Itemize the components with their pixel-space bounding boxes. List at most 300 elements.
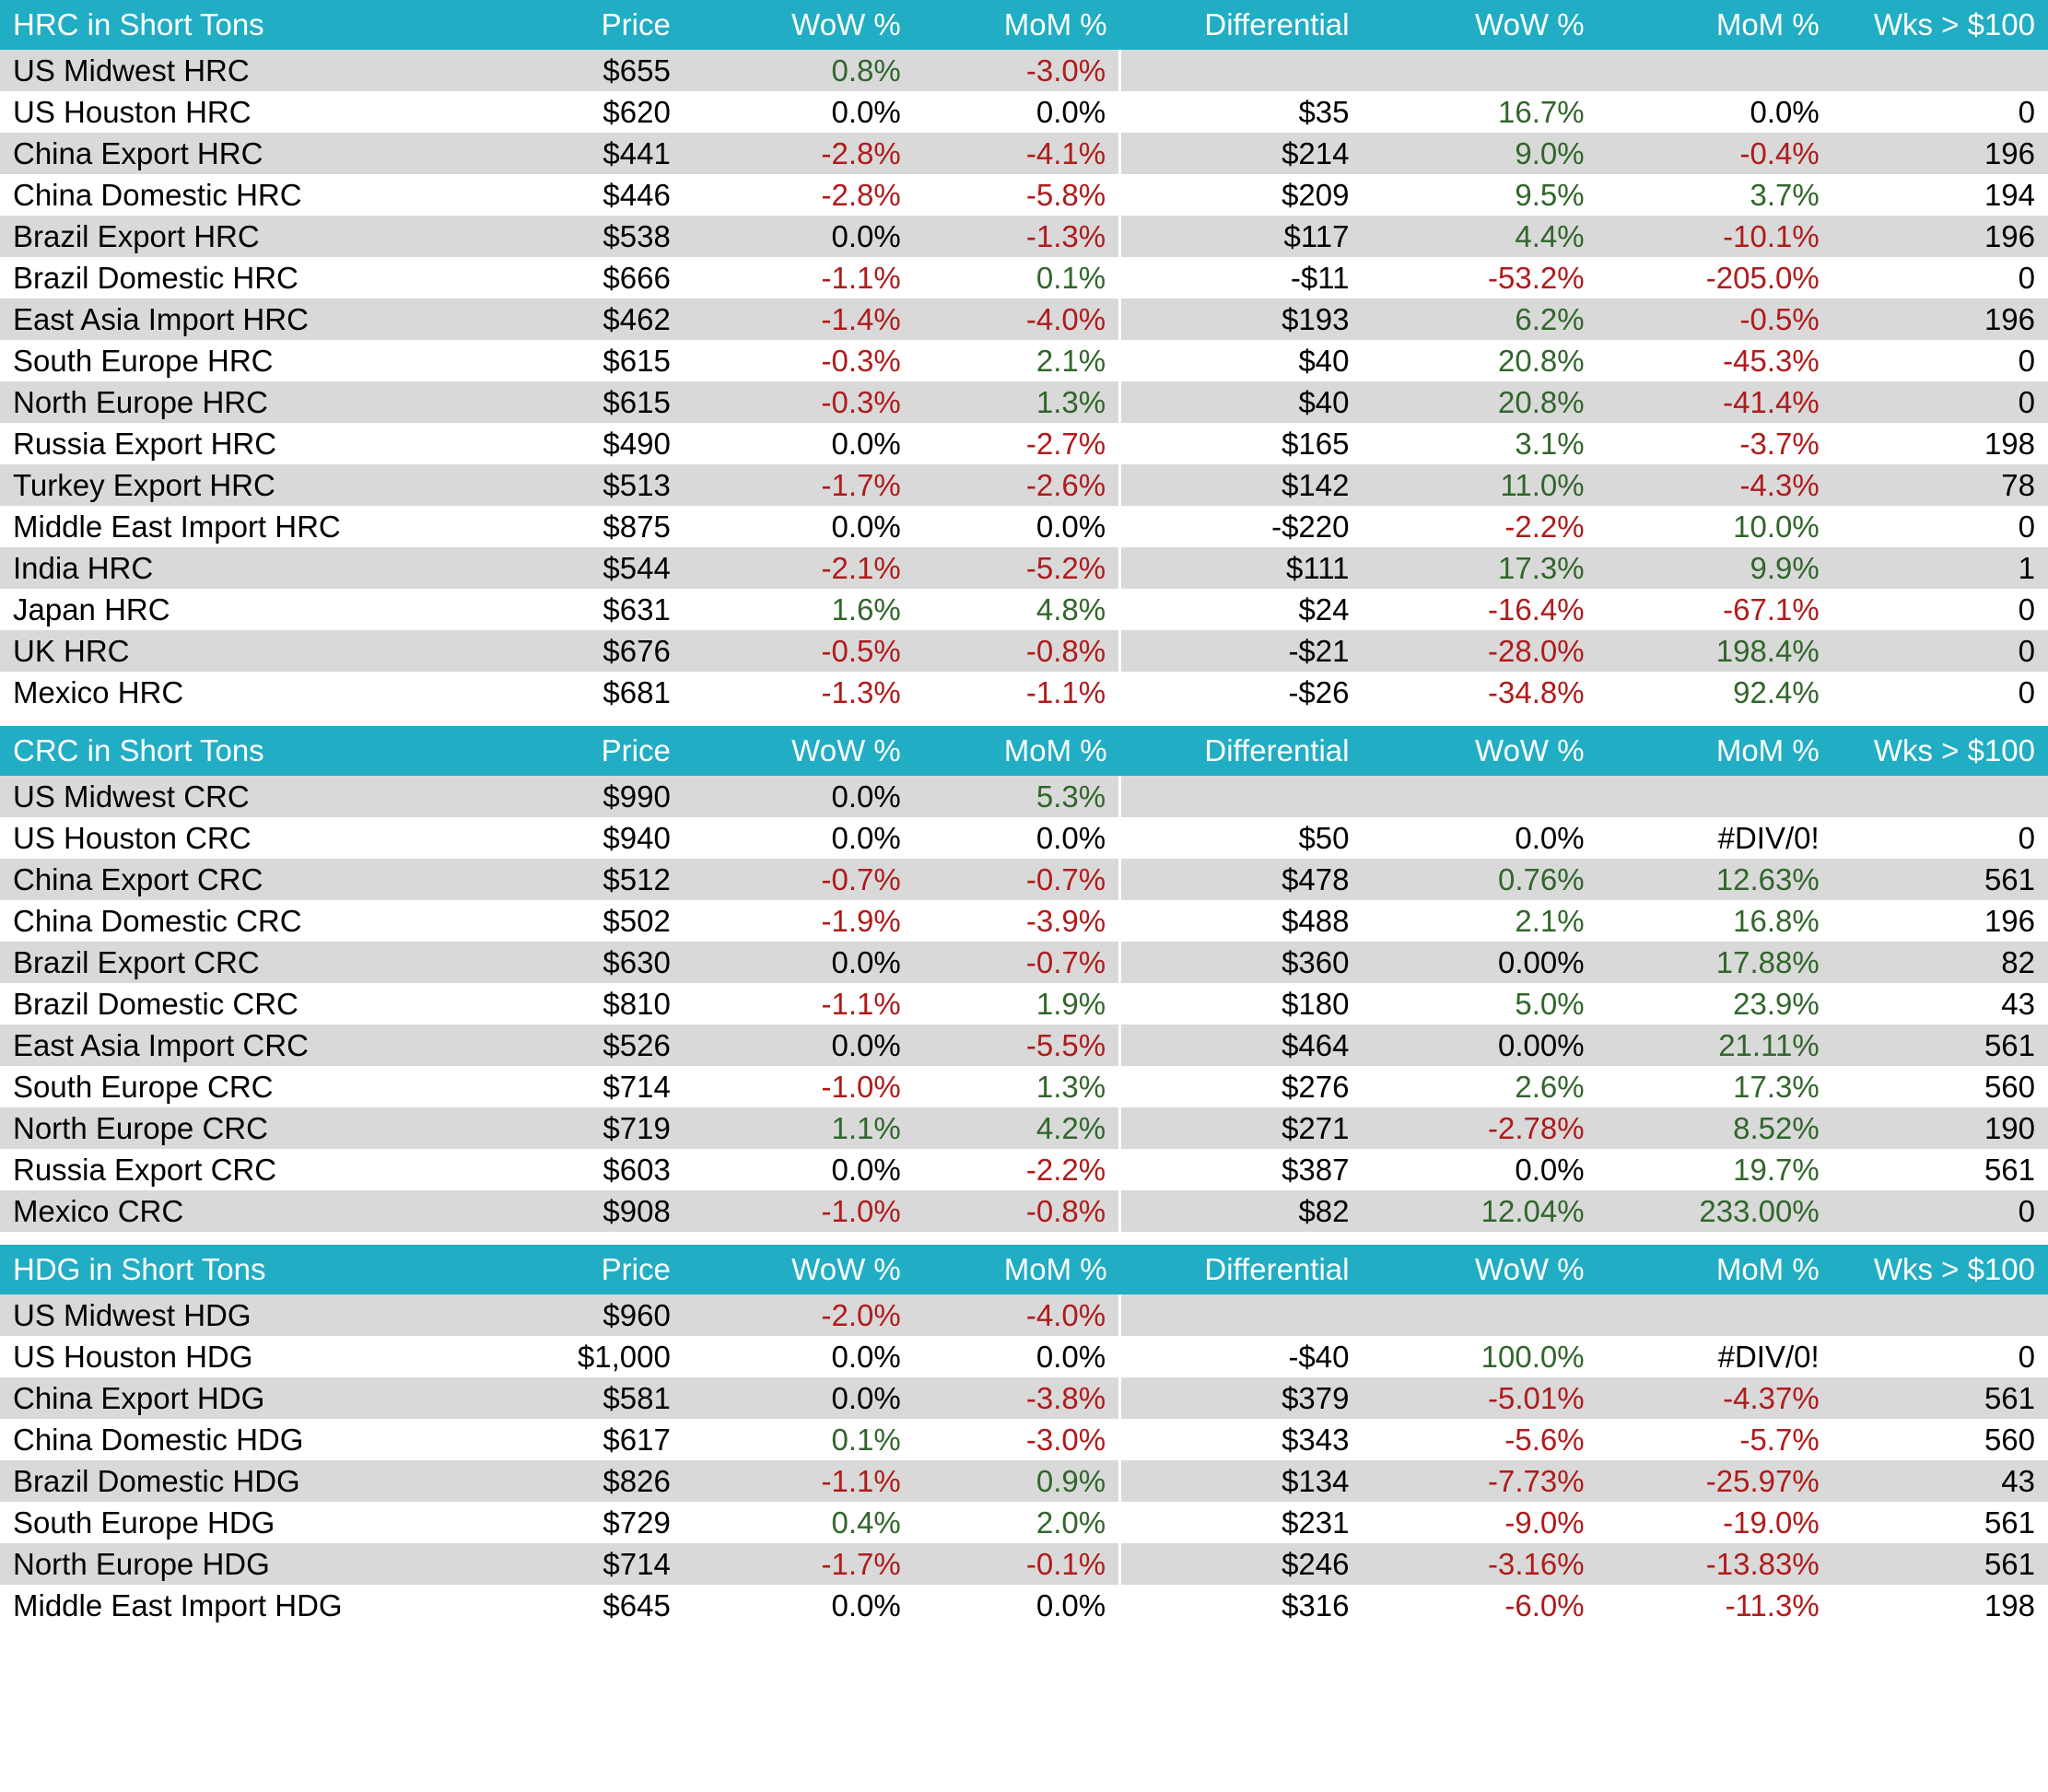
cell-wow2: 2.6% bbox=[1363, 1066, 1597, 1107]
table-hrc bbox=[0, 0, 2048, 713]
column-header-0[interactable]: CRC in Short Tons bbox=[0, 726, 462, 776]
column-header-6[interactable]: MoM % bbox=[1597, 726, 1832, 776]
cell-mom2: 17.88% bbox=[1597, 942, 1832, 983]
column-header-1[interactable]: Price bbox=[462, 1245, 683, 1294]
table-row bbox=[0, 859, 2048, 900]
cell-wks bbox=[1832, 1294, 2048, 1336]
table-header-row bbox=[0, 1245, 2048, 1294]
cell-wks: 560 bbox=[1832, 1066, 2048, 1107]
column-header-5[interactable]: WoW % bbox=[1363, 0, 1597, 50]
table-row bbox=[0, 1294, 2048, 1336]
cell-wks: 196 bbox=[1832, 299, 2048, 340]
table-row bbox=[0, 423, 2048, 464]
cell-diff: $464 bbox=[1120, 1025, 1363, 1066]
cell-diff: $360 bbox=[1120, 942, 1363, 983]
table-header-row bbox=[0, 0, 2048, 50]
cell-wow1: 0.0% bbox=[684, 817, 914, 859]
cell-wow1: 0.0% bbox=[684, 91, 914, 133]
cell-mom2 bbox=[1597, 776, 1832, 817]
cell-wow1: -1.1% bbox=[684, 983, 914, 1025]
cell-wow1: 1.6% bbox=[684, 589, 914, 630]
block-spacer bbox=[0, 1232, 2048, 1245]
cell-wks: 194 bbox=[1832, 174, 2048, 216]
column-header-7[interactable]: Wks > $100 bbox=[1832, 1245, 2048, 1294]
cell-price: $960 bbox=[462, 1294, 683, 1336]
cell-mom1: 0.1% bbox=[914, 257, 1120, 299]
row-label: North Europe CRC bbox=[0, 1107, 462, 1149]
cell-mom2: 92.4% bbox=[1597, 672, 1832, 713]
cell-diff: $50 bbox=[1120, 817, 1363, 859]
cell-diff: $35 bbox=[1120, 91, 1363, 133]
cell-price: $615 bbox=[462, 381, 683, 423]
cell-wks: 196 bbox=[1832, 900, 2048, 942]
column-header-0[interactable]: HDG in Short Tons bbox=[0, 1245, 462, 1294]
cell-diff: $209 bbox=[1120, 174, 1363, 216]
column-header-2[interactable]: WoW % bbox=[684, 1245, 914, 1294]
table-row bbox=[0, 900, 2048, 942]
row-label: US Midwest HRC bbox=[0, 50, 462, 91]
cell-price: $544 bbox=[462, 547, 683, 589]
cell-price: $513 bbox=[462, 464, 683, 506]
row-label: China Export HDG bbox=[0, 1377, 462, 1419]
cell-wow2: 0.76% bbox=[1363, 859, 1597, 900]
cell-mom1: 4.8% bbox=[914, 589, 1120, 630]
cell-wow2: -16.4% bbox=[1363, 589, 1597, 630]
cell-price: $490 bbox=[462, 423, 683, 464]
cell-wow1: -1.3% bbox=[684, 672, 914, 713]
table-row bbox=[0, 630, 2048, 672]
cell-mom2: 17.3% bbox=[1597, 1066, 1832, 1107]
table-row bbox=[0, 50, 2048, 91]
cell-wks: 78 bbox=[1832, 464, 2048, 506]
cell-wow2 bbox=[1363, 776, 1597, 817]
cell-mom2: -0.4% bbox=[1597, 133, 1832, 174]
cell-price: $446 bbox=[462, 174, 683, 216]
cell-mom2: 16.8% bbox=[1597, 900, 1832, 942]
cell-price: $631 bbox=[462, 589, 683, 630]
cell-diff: $387 bbox=[1120, 1149, 1363, 1190]
column-header-5[interactable]: WoW % bbox=[1363, 1245, 1597, 1294]
cell-price: $719 bbox=[462, 1107, 683, 1149]
cell-wow1: -1.1% bbox=[684, 257, 914, 299]
cell-diff: $214 bbox=[1120, 133, 1363, 174]
cell-wow1: -2.8% bbox=[684, 133, 914, 174]
cell-wow2: 0.00% bbox=[1363, 942, 1597, 983]
cell-wks: 0 bbox=[1832, 257, 2048, 299]
table-row bbox=[0, 299, 2048, 340]
cell-wow2: 4.4% bbox=[1363, 216, 1597, 257]
table-row bbox=[0, 257, 2048, 299]
cell-wow2: -3.16% bbox=[1363, 1543, 1597, 1585]
column-header-4[interactable]: Differential bbox=[1120, 1245, 1363, 1294]
row-label: East Asia Import CRC bbox=[0, 1025, 462, 1066]
cell-wks: 0 bbox=[1832, 589, 2048, 630]
cell-wks: 1 bbox=[1832, 547, 2048, 589]
cell-wow1: 0.4% bbox=[684, 1502, 914, 1543]
cell-diff: $180 bbox=[1120, 983, 1363, 1025]
cell-price: $729 bbox=[462, 1502, 683, 1543]
row-label: East Asia Import HRC bbox=[0, 299, 462, 340]
cell-diff: $343 bbox=[1120, 1419, 1363, 1460]
cell-price: $538 bbox=[462, 216, 683, 257]
cell-wow2: 17.3% bbox=[1363, 547, 1597, 589]
cell-wow2: -6.0% bbox=[1363, 1585, 1597, 1626]
cell-wow1: 0.0% bbox=[684, 776, 914, 817]
cell-mom2: 23.9% bbox=[1597, 983, 1832, 1025]
cell-wow1: 0.0% bbox=[684, 506, 914, 547]
table-row bbox=[0, 1107, 2048, 1149]
cell-wks: 0 bbox=[1832, 91, 2048, 133]
cell-diff: $117 bbox=[1120, 216, 1363, 257]
row-label: North Europe HRC bbox=[0, 381, 462, 423]
column-header-4[interactable]: Differential bbox=[1120, 0, 1363, 50]
cell-wow1: -1.7% bbox=[684, 1543, 914, 1585]
cell-wow1: 0.0% bbox=[684, 1149, 914, 1190]
row-label: South Europe HRC bbox=[0, 340, 462, 381]
cell-diff: $40 bbox=[1120, 381, 1363, 423]
cell-wow2: -34.8% bbox=[1363, 672, 1597, 713]
cell-price: $502 bbox=[462, 900, 683, 942]
cell-wow1: 0.8% bbox=[684, 50, 914, 91]
column-header-1[interactable]: Price bbox=[462, 726, 683, 776]
cell-wow2 bbox=[1363, 50, 1597, 91]
cell-wks: 198 bbox=[1832, 1585, 2048, 1626]
cell-mom2: -45.3% bbox=[1597, 340, 1832, 381]
cell-wow1: 0.0% bbox=[684, 1585, 914, 1626]
cell-wow2: 9.0% bbox=[1363, 133, 1597, 174]
cell-wow1: 0.0% bbox=[684, 216, 914, 257]
cell-mom2: -41.4% bbox=[1597, 381, 1832, 423]
table-row bbox=[0, 1543, 2048, 1585]
table-row bbox=[0, 817, 2048, 859]
cell-price: $655 bbox=[462, 50, 683, 91]
cell-wks: 0 bbox=[1832, 340, 2048, 381]
cell-price: $441 bbox=[462, 133, 683, 174]
cell-wow1: -2.1% bbox=[684, 547, 914, 589]
cell-diff: $111 bbox=[1120, 547, 1363, 589]
column-header-0[interactable]: HRC in Short Tons bbox=[0, 0, 462, 50]
row-label: Brazil Domestic HRC bbox=[0, 257, 462, 299]
cell-price: $526 bbox=[462, 1025, 683, 1066]
cell-mom2: #DIV/0! bbox=[1597, 1336, 1832, 1377]
column-header-5[interactable]: WoW % bbox=[1363, 726, 1597, 776]
cell-wks: 0 bbox=[1832, 1190, 2048, 1232]
cell-mom2: 10.0% bbox=[1597, 506, 1832, 547]
cell-wow1: -1.1% bbox=[684, 1460, 914, 1502]
cell-wow1: 0.0% bbox=[684, 1025, 914, 1066]
cell-wks: 561 bbox=[1832, 1149, 2048, 1190]
row-label: South Europe HDG bbox=[0, 1502, 462, 1543]
cell-wow2: 16.7% bbox=[1363, 91, 1597, 133]
cell-wow1: 1.1% bbox=[684, 1107, 914, 1149]
cell-mom1: 0.9% bbox=[914, 1460, 1120, 1502]
table-row bbox=[0, 776, 2048, 817]
table-row bbox=[0, 133, 2048, 174]
cell-wow1: 0.0% bbox=[684, 1377, 914, 1419]
cell-wow2: -5.6% bbox=[1363, 1419, 1597, 1460]
cell-mom2: 19.7% bbox=[1597, 1149, 1832, 1190]
cell-wks: 43 bbox=[1832, 1460, 2048, 1502]
row-label: US Houston HRC bbox=[0, 91, 462, 133]
cell-diff bbox=[1120, 776, 1363, 817]
cell-mom2: -10.1% bbox=[1597, 216, 1832, 257]
column-header-2[interactable]: WoW % bbox=[684, 0, 914, 50]
cell-mom1: 0.0% bbox=[914, 1585, 1120, 1626]
cell-price: $617 bbox=[462, 1419, 683, 1460]
cell-mom2: -11.3% bbox=[1597, 1585, 1832, 1626]
cell-wow2: -2.2% bbox=[1363, 506, 1597, 547]
cell-mom1: -0.8% bbox=[914, 630, 1120, 672]
table-row bbox=[0, 983, 2048, 1025]
cell-wks: 198 bbox=[1832, 423, 2048, 464]
cell-mom1: -0.7% bbox=[914, 859, 1120, 900]
cell-mom1: -2.6% bbox=[914, 464, 1120, 506]
cell-mom1: -2.2% bbox=[914, 1149, 1120, 1190]
cell-wks: 561 bbox=[1832, 859, 2048, 900]
cell-diff: -$21 bbox=[1120, 630, 1363, 672]
column-header-2[interactable]: WoW % bbox=[684, 726, 914, 776]
cell-mom1: 0.0% bbox=[914, 506, 1120, 547]
cell-price: $512 bbox=[462, 859, 683, 900]
cell-diff: $478 bbox=[1120, 859, 1363, 900]
table-row bbox=[0, 91, 2048, 133]
cell-mom1: 1.3% bbox=[914, 381, 1120, 423]
row-label: North Europe HDG bbox=[0, 1543, 462, 1585]
cell-diff: -$26 bbox=[1120, 672, 1363, 713]
cell-diff: $276 bbox=[1120, 1066, 1363, 1107]
cell-mom1: -1.1% bbox=[914, 672, 1120, 713]
row-label: China Export HRC bbox=[0, 133, 462, 174]
row-label: Japan HRC bbox=[0, 589, 462, 630]
cell-price: $603 bbox=[462, 1149, 683, 1190]
table-row bbox=[0, 1502, 2048, 1543]
cell-mom1: -3.0% bbox=[914, 1419, 1120, 1460]
row-label: Brazil Export CRC bbox=[0, 942, 462, 983]
cell-diff: -$220 bbox=[1120, 506, 1363, 547]
cell-wks bbox=[1832, 776, 2048, 817]
table-row bbox=[0, 340, 2048, 381]
cell-wow2: 0.0% bbox=[1363, 817, 1597, 859]
cell-mom2: 8.52% bbox=[1597, 1107, 1832, 1149]
row-label: Middle East Import HRC bbox=[0, 506, 462, 547]
cell-mom1: 0.0% bbox=[914, 1336, 1120, 1377]
cell-wow2: 20.8% bbox=[1363, 381, 1597, 423]
table-row bbox=[0, 589, 2048, 630]
cell-mom1: -3.8% bbox=[914, 1377, 1120, 1419]
column-header-7[interactable]: Wks > $100 bbox=[1832, 726, 2048, 776]
cell-price: $990 bbox=[462, 776, 683, 817]
column-header-6[interactable]: MoM % bbox=[1597, 0, 1832, 50]
cell-price: $666 bbox=[462, 257, 683, 299]
cell-diff: $165 bbox=[1120, 423, 1363, 464]
cell-wow2: 100.0% bbox=[1363, 1336, 1597, 1377]
cell-wow2: 5.0% bbox=[1363, 983, 1597, 1025]
cell-wks: 0 bbox=[1832, 817, 2048, 859]
cell-mom2: 12.63% bbox=[1597, 859, 1832, 900]
cell-wow1: 0.0% bbox=[684, 423, 914, 464]
cell-wks: 561 bbox=[1832, 1025, 2048, 1066]
cell-wow2: 20.8% bbox=[1363, 340, 1597, 381]
row-label: South Europe CRC bbox=[0, 1066, 462, 1107]
column-header-3[interactable]: MoM % bbox=[914, 726, 1120, 776]
cell-diff: $316 bbox=[1120, 1585, 1363, 1626]
column-header-1[interactable]: Price bbox=[462, 0, 683, 50]
row-label: China Export CRC bbox=[0, 859, 462, 900]
row-label: Russia Export HRC bbox=[0, 423, 462, 464]
cell-price: $940 bbox=[462, 817, 683, 859]
row-label: Brazil Domestic HDG bbox=[0, 1460, 462, 1502]
cell-mom1: -5.5% bbox=[914, 1025, 1120, 1066]
cell-wow2: -7.73% bbox=[1363, 1460, 1597, 1502]
cell-wks: 82 bbox=[1832, 942, 2048, 983]
cell-wow2: -28.0% bbox=[1363, 630, 1597, 672]
row-label: India HRC bbox=[0, 547, 462, 589]
cell-wow1: -1.0% bbox=[684, 1066, 914, 1107]
cell-price: $714 bbox=[462, 1543, 683, 1585]
cell-wow1: -0.5% bbox=[684, 630, 914, 672]
cell-wow1: 0.0% bbox=[684, 942, 914, 983]
cell-price: $581 bbox=[462, 1377, 683, 1419]
cell-wow1: -0.7% bbox=[684, 859, 914, 900]
cell-wow1: -1.4% bbox=[684, 299, 914, 340]
cell-wow2: -2.78% bbox=[1363, 1107, 1597, 1149]
table-row bbox=[0, 1190, 2048, 1232]
column-header-4[interactable]: Differential bbox=[1120, 726, 1363, 776]
cell-diff: $231 bbox=[1120, 1502, 1363, 1543]
cell-mom1: -4.0% bbox=[914, 1294, 1120, 1336]
cell-mom1: -4.1% bbox=[914, 133, 1120, 174]
cell-wow1: 0.1% bbox=[684, 1419, 914, 1460]
column-header-6[interactable]: MoM % bbox=[1597, 1245, 1832, 1294]
cell-wow1: 0.0% bbox=[684, 1336, 914, 1377]
cell-diff: $40 bbox=[1120, 340, 1363, 381]
table-row bbox=[0, 1419, 2048, 1460]
cell-diff: $193 bbox=[1120, 299, 1363, 340]
cell-wks: 561 bbox=[1832, 1377, 2048, 1419]
cell-wow2: 11.0% bbox=[1363, 464, 1597, 506]
cell-wks: 43 bbox=[1832, 983, 2048, 1025]
row-label: China Domestic CRC bbox=[0, 900, 462, 942]
cell-price: $908 bbox=[462, 1190, 683, 1232]
table-row bbox=[0, 1377, 2048, 1419]
table-row bbox=[0, 464, 2048, 506]
cell-price: $630 bbox=[462, 942, 683, 983]
table-crc bbox=[0, 726, 2048, 1232]
cell-mom2: -3.7% bbox=[1597, 423, 1832, 464]
row-label: US Midwest CRC bbox=[0, 776, 462, 817]
cell-wks bbox=[1832, 50, 2048, 91]
cell-mom1: 5.3% bbox=[914, 776, 1120, 817]
cell-mom2 bbox=[1597, 50, 1832, 91]
cell-wow1: -2.0% bbox=[684, 1294, 914, 1336]
table-row bbox=[0, 174, 2048, 216]
cell-mom1: -3.0% bbox=[914, 50, 1120, 91]
cell-diff: $24 bbox=[1120, 589, 1363, 630]
cell-mom2: -205.0% bbox=[1597, 257, 1832, 299]
cell-wow1: -1.7% bbox=[684, 464, 914, 506]
cell-wks: 0 bbox=[1832, 672, 2048, 713]
cell-price: $620 bbox=[462, 91, 683, 133]
table-header-row bbox=[0, 726, 2048, 776]
table-row bbox=[0, 1336, 2048, 1377]
cell-mom2: -4.37% bbox=[1597, 1377, 1832, 1419]
cell-mom2: 0.0% bbox=[1597, 91, 1832, 133]
table-row bbox=[0, 1149, 2048, 1190]
table-row bbox=[0, 1585, 2048, 1626]
cell-wow2: 0.00% bbox=[1363, 1025, 1597, 1066]
cell-mom1: -3.9% bbox=[914, 900, 1120, 942]
cell-wow1: -1.0% bbox=[684, 1190, 914, 1232]
table-row bbox=[0, 1066, 2048, 1107]
table-hdg bbox=[0, 1245, 2048, 1626]
cell-diff bbox=[1120, 50, 1363, 91]
table-row bbox=[0, 942, 2048, 983]
cell-price: $714 bbox=[462, 1066, 683, 1107]
cell-mom2: -5.7% bbox=[1597, 1419, 1832, 1460]
table-row bbox=[0, 381, 2048, 423]
cell-mom2: 9.9% bbox=[1597, 547, 1832, 589]
cell-diff: $142 bbox=[1120, 464, 1363, 506]
cell-mom1: -0.1% bbox=[914, 1543, 1120, 1585]
column-header-3[interactable]: MoM % bbox=[914, 1245, 1120, 1294]
row-label: Brazil Domestic CRC bbox=[0, 983, 462, 1025]
cell-mom1: -0.8% bbox=[914, 1190, 1120, 1232]
cell-mom1: 0.0% bbox=[914, 91, 1120, 133]
table-row bbox=[0, 506, 2048, 547]
row-label: Russia Export CRC bbox=[0, 1149, 462, 1190]
cell-wow2: 9.5% bbox=[1363, 174, 1597, 216]
cell-mom2: -19.0% bbox=[1597, 1502, 1832, 1543]
cell-diff: $379 bbox=[1120, 1377, 1363, 1419]
table-row bbox=[0, 1025, 2048, 1066]
cell-mom2: 233.00% bbox=[1597, 1190, 1832, 1232]
cell-diff bbox=[1120, 1294, 1363, 1336]
cell-price: $1,000 bbox=[462, 1336, 683, 1377]
cell-wks: 561 bbox=[1832, 1502, 2048, 1543]
cell-wks: 561 bbox=[1832, 1543, 2048, 1585]
cell-price: $645 bbox=[462, 1585, 683, 1626]
cell-wks: 560 bbox=[1832, 1419, 2048, 1460]
row-label: China Domestic HDG bbox=[0, 1419, 462, 1460]
cell-wow2: -9.0% bbox=[1363, 1502, 1597, 1543]
row-label: US Houston CRC bbox=[0, 817, 462, 859]
cell-wow2: -53.2% bbox=[1363, 257, 1597, 299]
cell-wow1: -2.8% bbox=[684, 174, 914, 216]
cell-wow1: -1.9% bbox=[684, 900, 914, 942]
column-header-7[interactable]: Wks > $100 bbox=[1832, 0, 2048, 50]
cell-wks: 0 bbox=[1832, 506, 2048, 547]
cell-wow2: 0.0% bbox=[1363, 1149, 1597, 1190]
cell-mom1: -5.2% bbox=[914, 547, 1120, 589]
row-label: Turkey Export HRC bbox=[0, 464, 462, 506]
cell-diff: $82 bbox=[1120, 1190, 1363, 1232]
cell-wow1: -0.3% bbox=[684, 340, 914, 381]
cell-wks: 190 bbox=[1832, 1107, 2048, 1149]
cell-mom1: 1.9% bbox=[914, 983, 1120, 1025]
cell-diff: $271 bbox=[1120, 1107, 1363, 1149]
cell-mom2: -0.5% bbox=[1597, 299, 1832, 340]
cell-mom1: -5.8% bbox=[914, 174, 1120, 216]
cell-diff: $488 bbox=[1120, 900, 1363, 942]
cell-mom1: 1.3% bbox=[914, 1066, 1120, 1107]
cell-diff: $134 bbox=[1120, 1460, 1363, 1502]
row-label: Middle East Import HDG bbox=[0, 1585, 462, 1626]
column-header-3[interactable]: MoM % bbox=[914, 0, 1120, 50]
cell-wow2 bbox=[1363, 1294, 1597, 1336]
cell-price: $810 bbox=[462, 983, 683, 1025]
row-label: US Midwest HDG bbox=[0, 1294, 462, 1336]
cell-mom1: -2.7% bbox=[914, 423, 1120, 464]
